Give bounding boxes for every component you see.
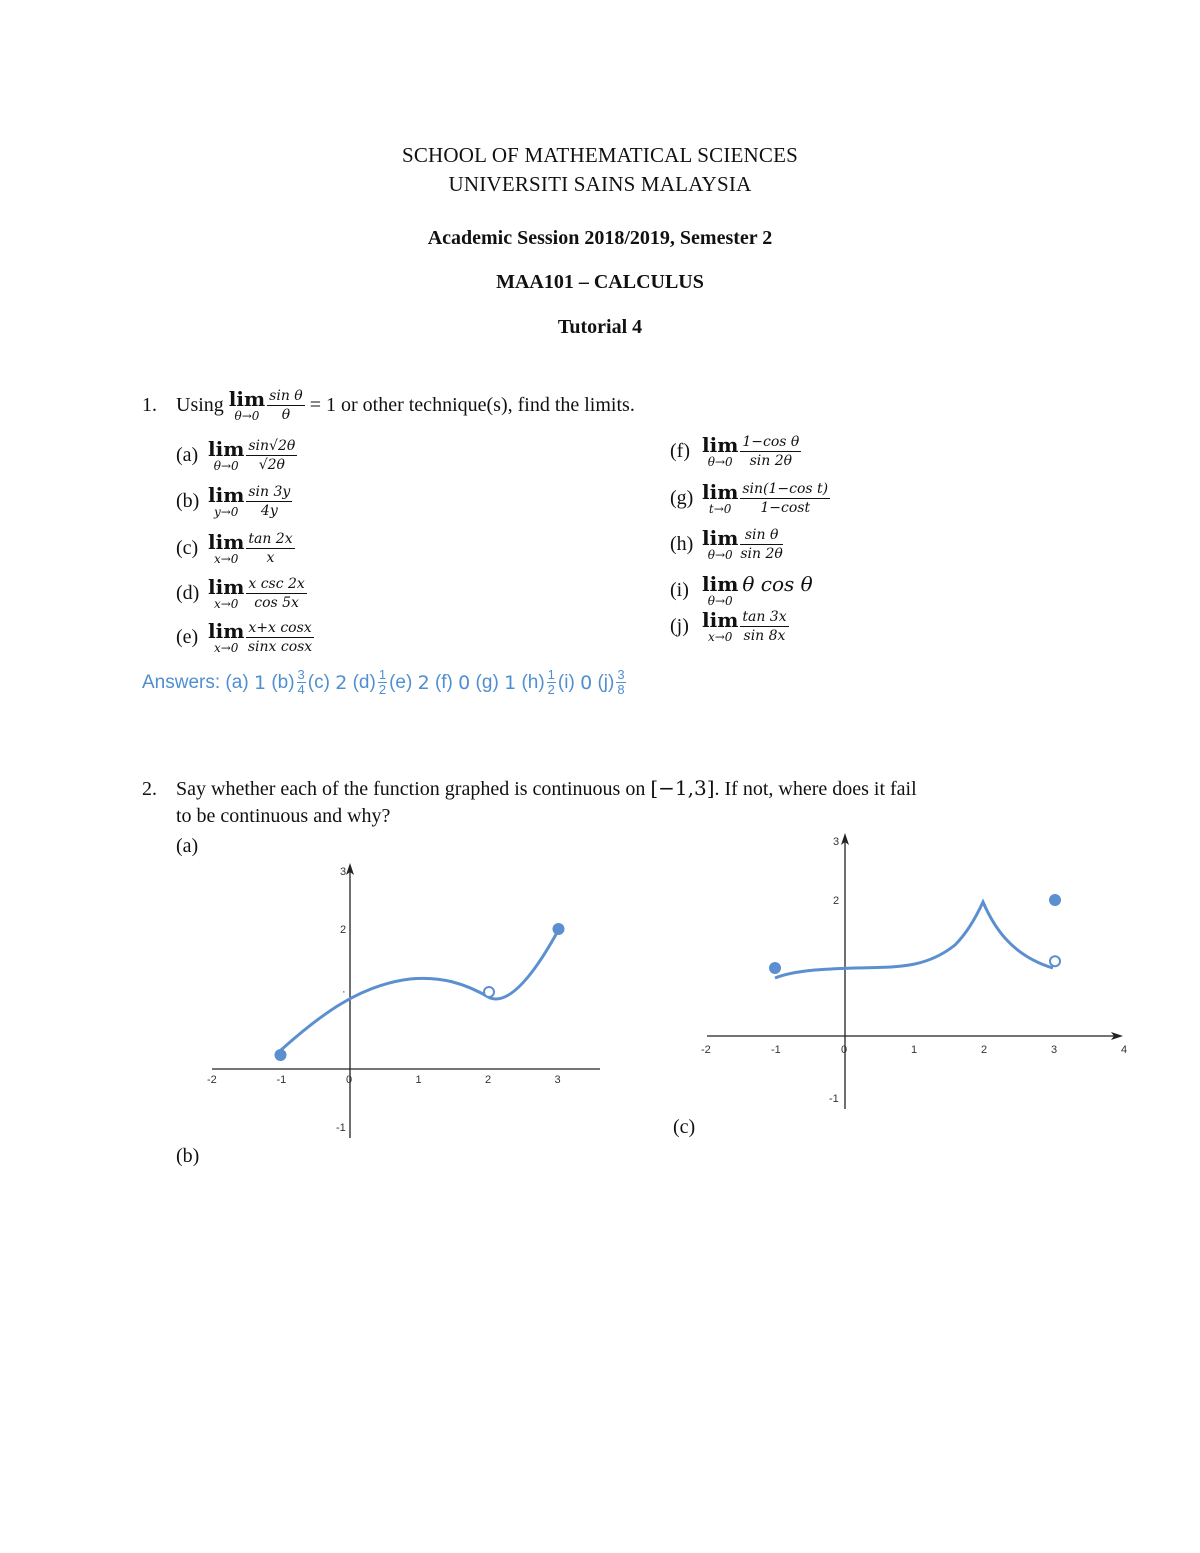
- x-tick-label: 3: [1051, 1044, 1058, 1056]
- limit-item-b: (b) lim y→0 $\frac{\sin 3y}{4y}$: [176, 483, 291, 520]
- graph-label-c: (c): [673, 1116, 696, 1138]
- y-tick-label: 3: [833, 836, 840, 848]
- graph-a: [200, 855, 610, 1145]
- x-tick-label: 1: [415, 1074, 422, 1086]
- question-1-using: Using: [176, 394, 224, 417]
- x-tick-label: 2: [981, 1044, 988, 1056]
- graph-b-curve: [775, 902, 1053, 978]
- x-tick-label: -1: [276, 1074, 287, 1086]
- y-tick-label: -1: [336, 1122, 346, 1134]
- open-endpoint: [484, 987, 494, 997]
- filled-endpoint: [554, 924, 564, 934]
- limit-item-g: (g) lim t→0 $\frac{\text{sin(1−cos t)}}{1-\cos t}$: [670, 480, 829, 517]
- graph-label-b: (b): [176, 1145, 200, 1167]
- filled-endpoint: [276, 1050, 286, 1060]
- question-2-line2: to be continuous and why?: [176, 805, 391, 827]
- answers-line: Answers: (a) 1 (b) 3 4 (c) 2 (d) 1 2 (e) 2 (f) 0 (g) 1 (h) 1 2 (i) 0 (j) 3 8: [142, 667, 625, 698]
- limit-item-h: (h) lim θ→0 $\frac{\text{sin θ}}{\sin 2\theta}$: [670, 526, 783, 563]
- x-tick-label: 3: [554, 1074, 561, 1086]
- y-tick-label: 2: [833, 895, 840, 907]
- open-endpoint: [1050, 956, 1060, 966]
- x-tick-label: 4: [1121, 1044, 1128, 1056]
- tutorial-title: Tutorial 4: [557, 316, 643, 338]
- limit-item-j: (j) lim x→0 $\frac{\tan 3x}{\sin 8x}$: [670, 608, 787, 645]
- graph-b: [695, 825, 1135, 1115]
- limit-item-a: (a) lim θ→0 $\frac{\sin√2\theta}{√2\theta}$: [176, 437, 296, 474]
- limit-item-d: (d) lim x→0 $\frac{\text{x csc 2x}}{\cos 5x}$: [176, 575, 305, 612]
- graph-label-a: (a): [176, 835, 199, 857]
- school-name: SCHOOL OF MATHEMATICAL SCIENCES: [401, 143, 799, 167]
- question-number: 1.: [142, 394, 157, 417]
- limit-item-i: (i) lim θ→0 θ cos θ: [670, 571, 813, 608]
- y-tick-mark: ·: [342, 986, 346, 998]
- x-tick-label: 0: [346, 1074, 353, 1086]
- graph-b-axes: [707, 839, 1115, 1109]
- academic-session: Academic Session 2018/2019, Semester 2: [427, 227, 773, 249]
- filled-endpoint: [770, 963, 780, 973]
- question-1-instruction: = 1 or other technique(s), find the limits.: [309, 394, 635, 417]
- course-title: MAA101 – CALCULUS: [496, 271, 704, 293]
- graph-a-curve: [281, 929, 559, 1050]
- x-tick-label: -2: [207, 1074, 217, 1086]
- question-1-stem: [142, 388, 635, 423]
- limit-item-c: (c) lim x→0 $\frac{\tan 2x}{x}$: [176, 530, 293, 567]
- limit-operator: lim θ→0: [228, 387, 266, 424]
- fraction: $\frac{\text{sin θ}}{\theta}$: [269, 388, 303, 424]
- x-tick-label: -1: [771, 1044, 781, 1056]
- x-tick-label: -2: [701, 1044, 711, 1056]
- filled-endpoint: [1050, 895, 1060, 905]
- y-tick-label: 3: [340, 866, 347, 878]
- y-tick-label: -1: [829, 1093, 839, 1105]
- x-tick-label: 1: [911, 1044, 918, 1056]
- x-tick-label: 2: [485, 1074, 492, 1086]
- question-2-line1: 2. Say whether each of the function graphed is continuous on [−1,3]. If not, where does it fail: [142, 776, 917, 800]
- graph-a-axes: [212, 869, 600, 1138]
- x-tick-label: 0: [841, 1044, 848, 1056]
- university-name: UNIVERSITI SAINS MALAYSIA: [448, 172, 752, 196]
- limit-item-f: (f) lim θ→0 $\frac{\text{1−cos θ}}{\sin 2\theta}$: [670, 433, 800, 470]
- y-tick-label: 2: [340, 924, 347, 936]
- limit-item-e: (e) lim x→0 $\frac{\text{x+x cosx}}{\text{sinx cosx}}$: [176, 619, 313, 656]
